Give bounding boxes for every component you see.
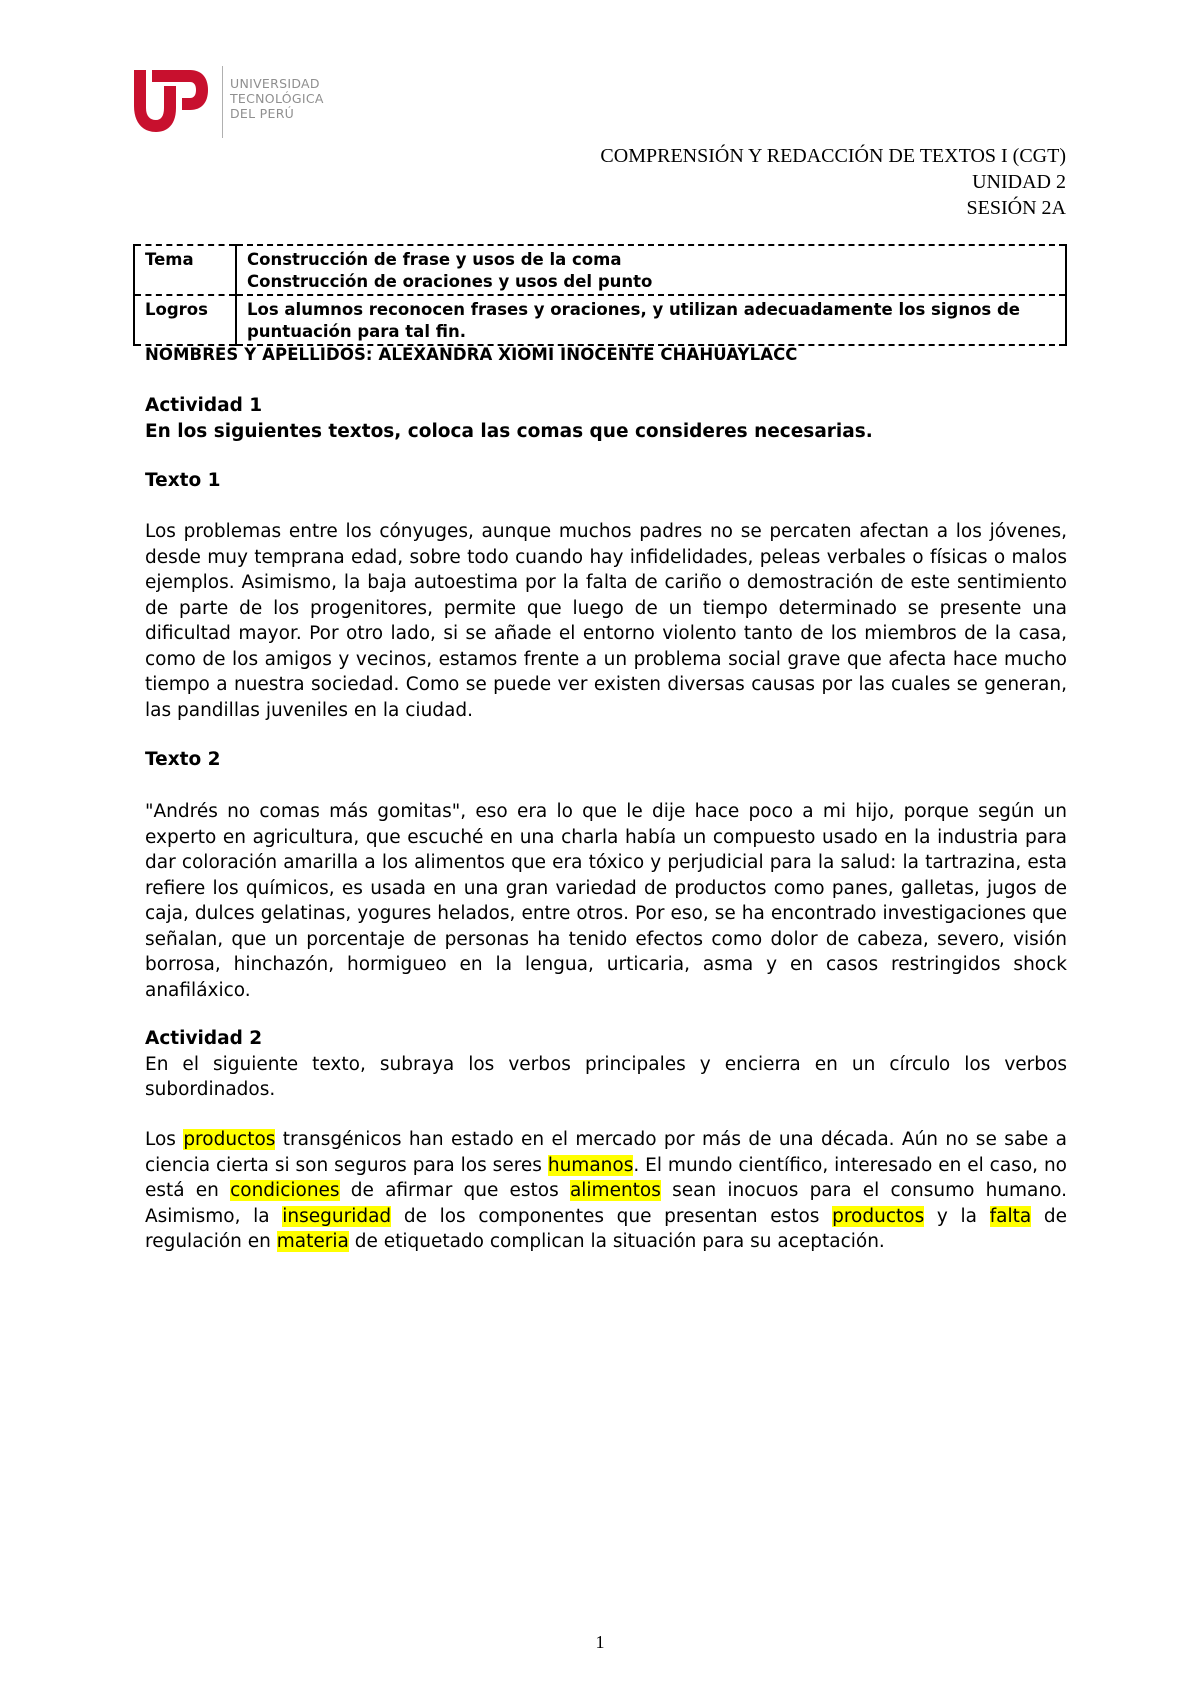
- highlighted-word: productos: [832, 1205, 925, 1227]
- highlighted-word: materia: [276, 1231, 349, 1252]
- activity-2-instruction: En el siguiente texto, subraya los verbos principales y encierra en un círculo los verbos subordinados.: [145, 1053, 1067, 1100]
- highlighted-word: productos: [183, 1129, 276, 1150]
- text-2: [145, 747, 1067, 773]
- logo-line-3: DEL PERÚ: [230, 106, 295, 121]
- highlighted-word: humanos: [547, 1154, 634, 1176]
- text-1-title: Texto 1: [145, 470, 221, 491]
- logo-divider: [222, 66, 223, 138]
- text-segment: Los: [145, 1129, 184, 1150]
- logo-wordmark: [230, 76, 324, 121]
- text-2-body-container: [145, 799, 1067, 1003]
- student-name: NOMBRES Y APELLIDOS: ALEXANDRA XIOMI INOCENTE CHAHUAYLACC: [145, 345, 798, 364]
- text-segment: transgénicos han estado en el mercado por más de una década. Aún no se sabe a ciencia cierta si son seguros para los seres: [145, 1129, 1067, 1176]
- utp-logo-icon: [130, 62, 210, 142]
- text-segment: de los componentes que presentan estos: [391, 1205, 833, 1227]
- activity-2-text: [145, 1127, 1067, 1255]
- tema-line-1: Construcción de frase y usos de la coma: [247, 250, 622, 269]
- logo-line-1: UNIVERSIDAD: [230, 76, 320, 91]
- logros-value: Los alumnos reconocen frases y oraciones, y utilizan adecuadamente los signos de puntuación para tal fin.: [236, 295, 1066, 345]
- activity-2-text-container: [145, 1127, 1067, 1255]
- logros-label: Logros: [134, 295, 236, 345]
- session-label: SESIÓN 2A: [966, 197, 1066, 219]
- tema-value: [236, 245, 1066, 295]
- text-1: [145, 468, 1067, 494]
- text-segment: de regulación en: [145, 1205, 1067, 1252]
- tema-row: [134, 245, 1066, 295]
- text-segment: . El mundo científico, interesado en el caso, no está en: [145, 1154, 1068, 1201]
- university-logo: [130, 62, 350, 142]
- session-info-table: [133, 244, 1067, 346]
- text-2-title: Texto 2: [145, 749, 221, 770]
- tema-label: Tema: [134, 245, 236, 295]
- activity-2-title: Actividad 2: [145, 1028, 263, 1049]
- logros-row: [134, 295, 1066, 345]
- text-1-body-container: [145, 519, 1067, 723]
- page-number: 1: [595, 1632, 605, 1652]
- text-segment: sean inocuos para el consumo humano. Asimismo, la: [145, 1180, 1067, 1227]
- activity-1-title: Actividad 1: [145, 395, 263, 416]
- document-header: [600, 143, 1066, 221]
- activity-1-instruction: En los siguientes textos, coloca las comas que consideres necesarias.: [145, 420, 873, 442]
- highlighted-word: condiciones: [230, 1180, 340, 1201]
- text-1-body: Los problemas entre los cónyuges, aunque muchos padres no se percaten afectan a los jóvenes, desde muy temprana edad, sobre todo cuando hay infidelidades, peleas verbales o físicas o malos ejemplos. Asimismo, la baja autoestima por la falta de cariño o demostración de este sentimiento de parte de los progenitores, permite que luego de un tiempo determinado se presente una dificultad mayor. Por otro lado, si se añade el entorno violento tanto de los miembros de la casa, como de los amigos y vecinos, estamos frente a un problema social grave que afecta hace mucho tiempo a nuestra sociedad. Como se puede ver existen diversas causas por las cuales se generan, las pandillas juveniles en la ciudad.: [145, 521, 1067, 721]
- logo-line-2: TECNOLÓGICA: [230, 91, 324, 106]
- activity-1: [145, 393, 1067, 444]
- unit-label: UNIDAD 2: [972, 171, 1066, 193]
- activity-2: [145, 1026, 1067, 1103]
- text-segment: de etiquetado complican la situación para su aceptación.: [348, 1231, 885, 1252]
- text-segment: de afirmar que estos: [339, 1180, 570, 1201]
- highlighted-word: inseguridad: [282, 1205, 392, 1227]
- text-segment: y la: [924, 1205, 990, 1227]
- text-2-body: "Andrés no comas más gomitas", eso era lo que le dije hace poco a mi hijo, porque según un experto en agricultura, que escuché en una charla había un compuesto usado en la industria para dar coloración amarilla a los alimentos que era tóxico y perjudicial para la salud: la tartrazina, esta refiere los químicos, es usada en una gran variedad de productos como panes, galletas, jugos de caja, dulces gelatinas, yogures helados, entre otros. Por eso, se ha encontrado investigaciones que señalan, que un porcentaje de personas ha tenido efectos como dolor de cabeza, severo, visión borrosa, hinchazón, hormigueo en la lengua, urticaria, asma y en casos restringidos shock anafiláxico.: [145, 801, 1067, 1001]
- highlighted-word: alimentos: [569, 1180, 661, 1201]
- course-title: COMPRENSIÓN Y REDACCIÓN DE TEXTOS I (CGT): [600, 145, 1066, 167]
- tema-line-2: Construcción de oraciones y usos del punto: [247, 272, 653, 291]
- highlighted-word: falta: [989, 1205, 1032, 1227]
